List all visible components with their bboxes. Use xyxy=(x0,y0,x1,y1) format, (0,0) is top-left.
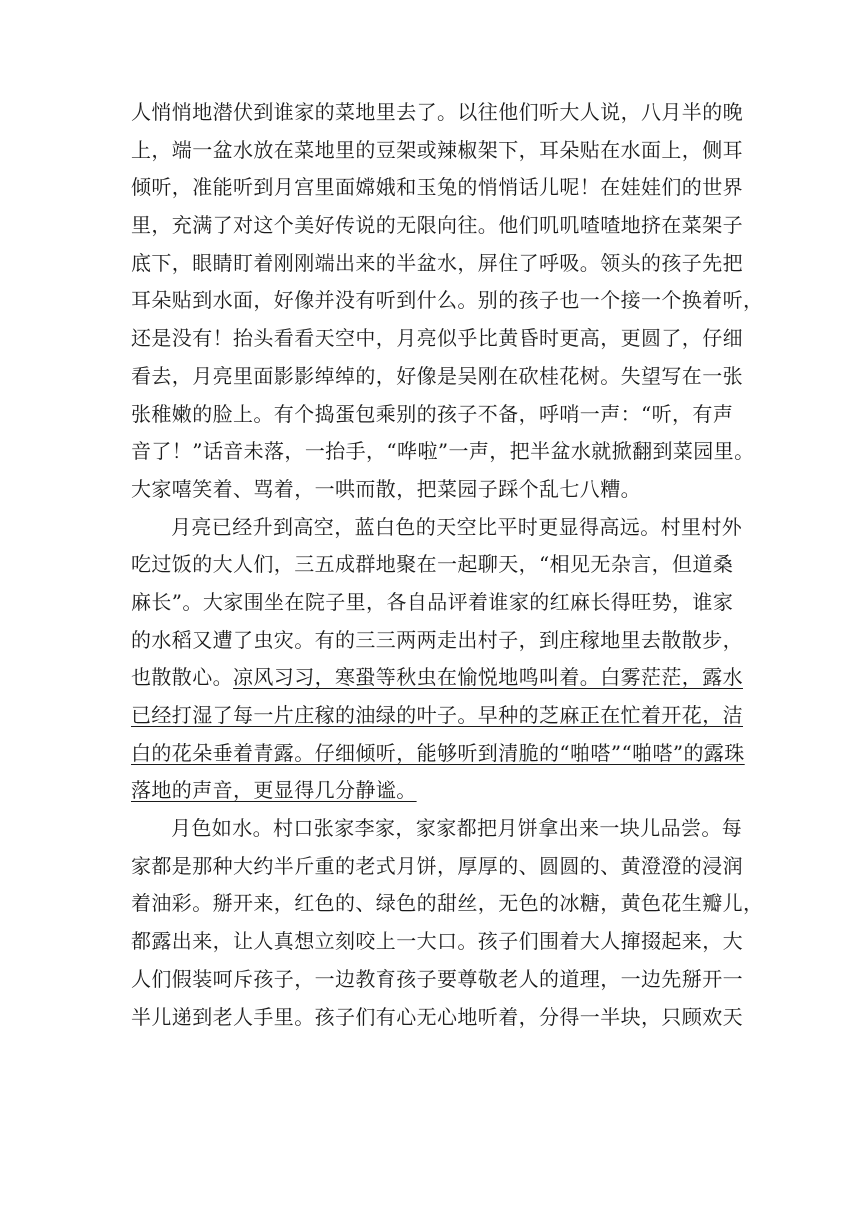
text-line: 都露出来，让人真想立刻咬上一大口。孩子们围着大人撺掇起来，大 xyxy=(131,929,743,954)
text-line-mixed xyxy=(131,659,743,697)
text-line: 的水稻又遭了虫灾。有的三三两两走出村子，到庄稼地里去散散步， xyxy=(131,627,743,652)
document-page xyxy=(131,94,764,1036)
text-line: 还是没有！抬头看看天空中，月亮似乎比黄昏时更高，更圆了，仔细 xyxy=(131,326,743,351)
underlined-text-segment: 已经打湿了每一片庄稼的油绿的叶子。早种的芝麻正在忙着开花，洁 xyxy=(131,703,743,727)
underlined-text-segment: 落地的声音，更显得几分静谧。 xyxy=(131,778,417,803)
text-line-underlined xyxy=(131,735,745,773)
text-line: 月色如水。村口张家李家，家家都把月饼拿出来一块儿品尝。每 xyxy=(171,816,743,841)
paragraph-3 xyxy=(131,810,764,1036)
text-line: 着油彩。掰开来，红色的、绿色的甜丝，无色的冰糖，黄色花生瓣儿， xyxy=(131,891,764,916)
paragraph-1 xyxy=(131,94,764,509)
text-line: 月亮已经升到高空，蓝白色的天空比平时更显得高远。村里村外 xyxy=(171,514,743,539)
plain-text-segment: 也散散心。 xyxy=(131,665,233,690)
text-line: 大家嘻笑着、骂着，一哄而散，把菜园子踩个乱七八糟。 xyxy=(131,476,641,501)
text-line-underlined xyxy=(131,697,743,735)
text-line: 里，充满了对这个美好传说的无限向往。他们叽叽喳喳地挤在菜架子 xyxy=(131,213,743,238)
text-line-underlined xyxy=(131,772,731,810)
text-line: 吃过饭的大人们，三五成群地聚在一起聊天，“相见无杂言，但道桑 xyxy=(131,552,734,577)
text-line: 麻长”。大家围坐在院子里，各自品评着谁家的红麻长得旺势，谁家 xyxy=(131,589,734,614)
text-line: 耳朵贴到水面，好像并没有听到什么。别的孩子也一个接一个换着听， xyxy=(131,288,764,313)
underlined-text-segment: 白的花朵垂着青露。仔细倾听，能够听到清脆的“啪嗒”“啪嗒”的露珠 xyxy=(131,740,745,765)
text-line: 人悄悄地潜伏到谁家的菜地里去了。以往他们听大人说，八月半的晚 xyxy=(131,100,743,124)
text-line: 上，端一盆水放在菜地里的豆架或辣椒架下，耳朵贴在水面上，侧耳 xyxy=(131,137,743,162)
text-line: 张稚嫩的脸上。有个捣蛋包乘别的孩子不备，呼哨一声：“听，有声 xyxy=(131,401,734,426)
text-line: 底下，眼睛盯着刚刚端出来的半盆水，屏住了呼吸。领头的孩子先把 xyxy=(131,250,743,275)
text-line: 家都是那种大约半斤重的老式月饼，厚厚的、圆圆的、黄澄澄的浸润 xyxy=(131,853,743,878)
text-line: 音了！”话音未落，一抬手，“哗啦”一声，把半盆水就掀翻到菜园里。 xyxy=(131,439,755,464)
text-line: 人们假装呵斥孩子，一边教育孩子要尊敬老人的道理，一边先掰开一 xyxy=(131,966,743,991)
text-line: 倾听，准能听到月宫里面嫦娥和玉兔的悄悄话儿呢！在娃娃们的世界 xyxy=(131,175,743,200)
paragraph-2 xyxy=(131,509,745,811)
text-line: 半儿递到老人手里。孩子们有心无心地听着，分得一半块，只顾欢天 xyxy=(131,1004,743,1029)
text-line: 看去，月亮里面影影绰绰的，好像是吴刚在砍桂花树。失望写在一张 xyxy=(131,363,743,388)
underlined-text-segment: 凉风习习，寒蛩等秋虫在愉悦地鸣叫着。白雾茫茫，露水 xyxy=(233,665,743,690)
